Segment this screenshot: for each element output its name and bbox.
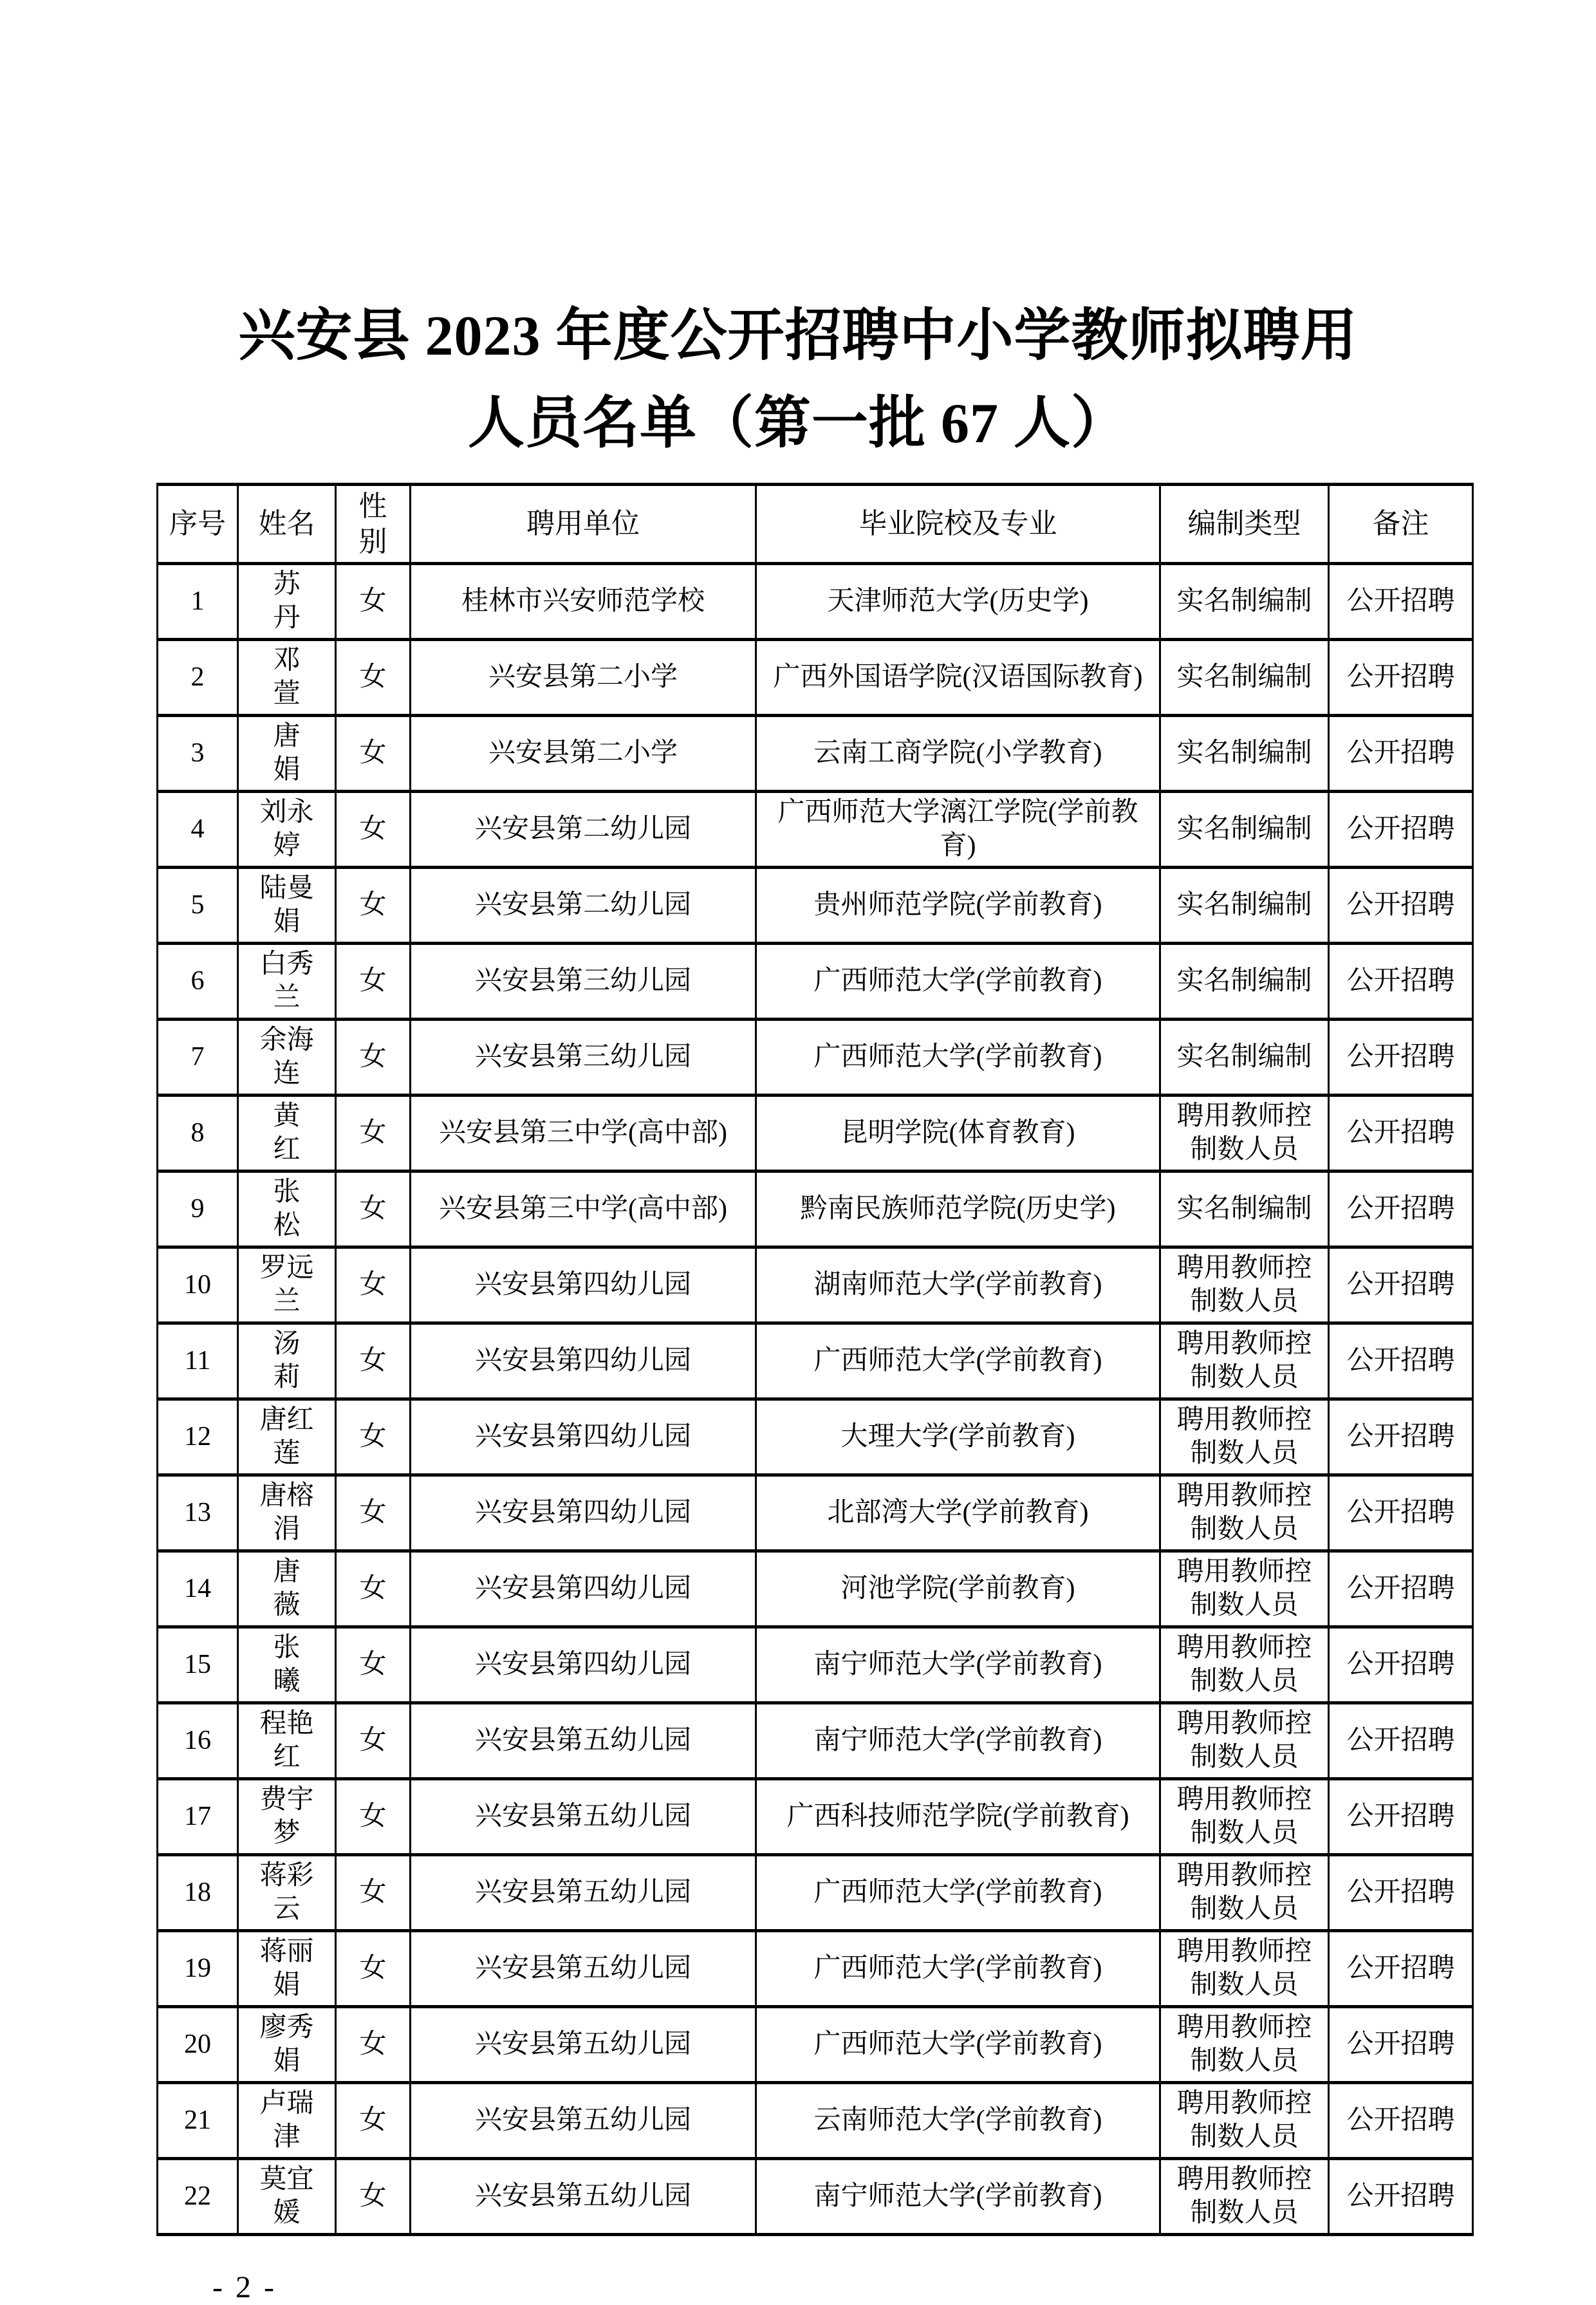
employer-cell: 兴安县第二幼儿园: [411, 791, 756, 867]
employer-cell: 兴安县第三幼儿园: [411, 943, 756, 1019]
college-major-cell: 湖南师范大学(学前教育): [756, 1247, 1160, 1323]
remarks-cell: 公开招聘: [1329, 2082, 1473, 2158]
table-row: [158, 2006, 1473, 2082]
seq-number-cell: 11: [158, 1323, 238, 1399]
remarks-cell: 公开招聘: [1329, 1247, 1473, 1323]
college-major-cell: 河池学院(学前教育): [756, 1551, 1160, 1627]
remarks-cell: 公开招聘: [1329, 1019, 1473, 1095]
name-cell: 汤 莉: [238, 1323, 336, 1399]
seq-number-cell: 14: [158, 1551, 238, 1627]
gender-cell: 女: [336, 1854, 411, 1930]
gender-cell: 女: [336, 791, 411, 867]
name-cell: 廖秀娟: [238, 2006, 336, 2082]
establishment-type-cell: 实名制编制: [1160, 1171, 1329, 1247]
college-major-cell: 大理大学(学前教育): [756, 1399, 1160, 1475]
column-header: 编制类型: [1160, 484, 1329, 563]
college-major-cell: 南宁师范大学(学前教育): [756, 1703, 1160, 1778]
establishment-type-cell: 聘用教师控制数人员: [1160, 1095, 1329, 1171]
remarks-cell: 公开招聘: [1329, 1627, 1473, 1703]
table-row: [158, 1095, 1473, 1171]
gender-cell: 女: [336, 1703, 411, 1778]
employer-cell: 兴安县第五幼儿园: [411, 2158, 756, 2234]
establishment-type-cell: 聘用教师控制数人员: [1160, 1854, 1329, 1930]
table-row: [158, 943, 1473, 1019]
name-cell: 邓 萱: [238, 639, 336, 715]
gender-cell: 女: [336, 715, 411, 791]
establishment-type-cell: 聘用教师控制数人员: [1160, 2006, 1329, 2082]
college-major-cell: 广西师范大学(学前教育): [756, 1019, 1160, 1095]
remarks-cell: 公开招聘: [1329, 791, 1473, 867]
remarks-cell: 公开招聘: [1329, 1323, 1473, 1399]
table-row: [158, 1019, 1473, 1095]
college-major-cell: 广西师范大学(学前教育): [756, 2006, 1160, 2082]
name-cell: 余海连: [238, 1019, 336, 1095]
seq-number-cell: 22: [158, 2158, 238, 2234]
gender-cell: 女: [336, 1778, 411, 1854]
page-number: - 2 -: [212, 2270, 277, 2304]
table-row: [158, 1703, 1473, 1778]
column-header: 毕业院校及专业: [756, 484, 1160, 563]
gender-cell: 女: [336, 1475, 411, 1551]
table-header-row: [158, 484, 1473, 563]
table-row: [158, 1627, 1473, 1703]
gender-cell: 女: [336, 1627, 411, 1703]
establishment-type-cell: 聘用教师控制数人员: [1160, 1323, 1329, 1399]
column-header: 序号: [158, 484, 238, 563]
column-header: 性别: [336, 484, 411, 563]
document-title-line2: 人员名单（第一批 67 人）: [467, 393, 1128, 456]
table-row: [158, 1854, 1473, 1930]
seq-number-cell: 3: [158, 715, 238, 791]
table-row: [158, 791, 1473, 867]
remarks-cell: 公开招聘: [1329, 1551, 1473, 1627]
name-cell: 卢瑞津: [238, 2082, 336, 2158]
employer-cell: 兴安县第四幼儿园: [411, 1399, 756, 1475]
gender-cell: 女: [336, 1247, 411, 1323]
table-row: [158, 1551, 1473, 1627]
seq-number-cell: 19: [158, 1930, 238, 2006]
name-cell: 唐 娟: [238, 715, 336, 791]
employer-cell: 兴安县第四幼儿园: [411, 1475, 756, 1551]
column-header: 聘用单位: [411, 484, 756, 563]
table-row: [158, 639, 1473, 715]
table-row: [158, 2158, 1473, 2234]
name-cell: 莫宜媛: [238, 2158, 336, 2234]
gender-cell: 女: [336, 1019, 411, 1095]
employer-cell: 兴安县第二小学: [411, 715, 756, 791]
seq-number-cell: 18: [158, 1854, 238, 1930]
seq-number-cell: 10: [158, 1247, 238, 1323]
remarks-cell: 公开招聘: [1329, 1171, 1473, 1247]
table-row: [158, 867, 1473, 943]
employer-cell: 兴安县第五幼儿园: [411, 1930, 756, 2006]
gender-cell: 女: [336, 1399, 411, 1475]
remarks-cell: 公开招聘: [1329, 1703, 1473, 1778]
name-cell: 唐 薇: [238, 1551, 336, 1627]
seq-number-cell: 5: [158, 867, 238, 943]
college-major-cell: 广西师范大学(学前教育): [756, 943, 1160, 1019]
establishment-type-cell: 聘用教师控制数人员: [1160, 1247, 1329, 1323]
remarks-cell: 公开招聘: [1329, 1475, 1473, 1551]
gender-cell: 女: [336, 943, 411, 1019]
seq-number-cell: 8: [158, 1095, 238, 1171]
college-major-cell: 南宁师范大学(学前教育): [756, 2158, 1160, 2234]
remarks-cell: 公开招聘: [1329, 2006, 1473, 2082]
employer-cell: 兴安县第四幼儿园: [411, 1627, 756, 1703]
name-cell: 白秀兰: [238, 943, 336, 1019]
establishment-type-cell: 实名制编制: [1160, 563, 1329, 639]
establishment-type-cell: 聘用教师控制数人员: [1160, 1778, 1329, 1854]
college-major-cell: 广西师范大学(学前教育): [756, 1323, 1160, 1399]
employer-cell: 兴安县第五幼儿园: [411, 1703, 756, 1778]
seq-number-cell: 20: [158, 2006, 238, 2082]
table-row: [158, 1171, 1473, 1247]
establishment-type-cell: 实名制编制: [1160, 943, 1329, 1019]
seq-number-cell: 15: [158, 1627, 238, 1703]
college-major-cell: 广西外国语学院(汉语国际教育): [756, 639, 1160, 715]
seq-number-cell: 21: [158, 2082, 238, 2158]
college-major-cell: 广西师范大学(学前教育): [756, 1930, 1160, 2006]
employer-cell: 兴安县第二幼儿园: [411, 867, 756, 943]
employer-cell: 兴安县第三中学(高中部): [411, 1171, 756, 1247]
college-major-cell: 云南师范大学(学前教育): [756, 2082, 1160, 2158]
gender-cell: 女: [336, 2006, 411, 2082]
employer-cell: 兴安县第三幼儿园: [411, 1019, 756, 1095]
establishment-type-cell: 聘用教师控制数人员: [1160, 1627, 1329, 1703]
gender-cell: 女: [336, 2158, 411, 2234]
gender-cell: 女: [336, 563, 411, 639]
table-body: [158, 563, 1473, 2234]
establishment-type-cell: 聘用教师控制数人员: [1160, 1551, 1329, 1627]
table-row: [158, 715, 1473, 791]
name-cell: 唐红莲: [238, 1399, 336, 1475]
establishment-type-cell: 聘用教师控制数人员: [1160, 2158, 1329, 2234]
name-cell: 张 曦: [238, 1627, 336, 1703]
name-cell: 蒋彩云: [238, 1854, 336, 1930]
college-major-cell: 昆明学院(体育教育): [756, 1095, 1160, 1171]
seq-number-cell: 17: [158, 1778, 238, 1854]
name-cell: 费宇梦: [238, 1778, 336, 1854]
remarks-cell: 公开招聘: [1329, 2158, 1473, 2234]
table-row: [158, 2082, 1473, 2158]
name-cell: 唐榕涓: [238, 1475, 336, 1551]
remarks-cell: 公开招聘: [1329, 563, 1473, 639]
employer-cell: 兴安县第五幼儿园: [411, 1854, 756, 1930]
remarks-cell: 公开招聘: [1329, 1399, 1473, 1475]
seq-number-cell: 16: [158, 1703, 238, 1778]
seq-number-cell: 13: [158, 1475, 238, 1551]
column-header: 备注: [1329, 484, 1473, 563]
college-major-cell: 广西师范大学(学前教育): [756, 1854, 1160, 1930]
gender-cell: 女: [336, 1171, 411, 1247]
gender-cell: 女: [336, 1095, 411, 1171]
name-cell: 黄 红: [238, 1095, 336, 1171]
college-major-cell: 黔南民族师范学院(历史学): [756, 1171, 1160, 1247]
college-major-cell: 广西科技师范学院(学前教育): [756, 1778, 1160, 1854]
remarks-cell: 公开招聘: [1329, 943, 1473, 1019]
employer-cell: 桂林市兴安师范学校: [411, 563, 756, 639]
gender-cell: 女: [336, 639, 411, 715]
document-title: [0, 0, 1596, 469]
establishment-type-cell: 聘用教师控制数人员: [1160, 1930, 1329, 2006]
establishment-type-cell: 实名制编制: [1160, 1019, 1329, 1095]
employer-cell: 兴安县第四幼儿园: [411, 1247, 756, 1323]
column-header: 姓名: [238, 484, 336, 563]
remarks-cell: 公开招聘: [1329, 867, 1473, 943]
gender-cell: 女: [336, 1323, 411, 1399]
seq-number-cell: 1: [158, 563, 238, 639]
table-row: [158, 1399, 1473, 1475]
employer-cell: 兴安县第四幼儿园: [411, 1551, 756, 1627]
name-cell: 刘永婷: [238, 791, 336, 867]
establishment-type-cell: 聘用教师控制数人员: [1160, 1399, 1329, 1475]
gender-cell: 女: [336, 2082, 411, 2158]
establishment-type-cell: 实名制编制: [1160, 715, 1329, 791]
name-cell: 张 松: [238, 1171, 336, 1247]
college-major-cell: 南宁师范大学(学前教育): [756, 1627, 1160, 1703]
name-cell: 陆曼娟: [238, 867, 336, 943]
employer-cell: 兴安县第五幼儿园: [411, 1778, 756, 1854]
seq-number-cell: 4: [158, 791, 238, 867]
name-cell: 苏 丹: [238, 563, 336, 639]
table-row: [158, 1247, 1473, 1323]
seq-number-cell: 9: [158, 1171, 238, 1247]
table-row: [158, 1930, 1473, 2006]
establishment-type-cell: 聘用教师控制数人员: [1160, 2082, 1329, 2158]
employer-cell: 兴安县第五幼儿园: [411, 2082, 756, 2158]
table-row: [158, 563, 1473, 639]
table-row: [158, 1475, 1473, 1551]
employer-cell: 兴安县第三中学(高中部): [411, 1095, 756, 1171]
name-cell: 罗远兰: [238, 1247, 336, 1323]
college-major-cell: 天津师范大学(历史学): [756, 563, 1160, 639]
seq-number-cell: 7: [158, 1019, 238, 1095]
establishment-type-cell: 聘用教师控制数人员: [1160, 1703, 1329, 1778]
establishment-type-cell: 聘用教师控制数人员: [1160, 1475, 1329, 1551]
seq-number-cell: 2: [158, 639, 238, 715]
name-cell: 程艳红: [238, 1703, 336, 1778]
employer-cell: 兴安县第四幼儿园: [411, 1323, 756, 1399]
college-major-cell: 广西师范大学漓江学院(学前教育): [756, 791, 1160, 867]
name-cell: 蒋丽娟: [238, 1930, 336, 2006]
employer-cell: 兴安县第五幼儿园: [411, 2006, 756, 2082]
hired-personnel-table: [156, 483, 1474, 2236]
establishment-type-cell: 实名制编制: [1160, 867, 1329, 943]
employer-cell: 兴安县第二小学: [411, 639, 756, 715]
table-row: [158, 1323, 1473, 1399]
seq-number-cell: 6: [158, 943, 238, 1019]
remarks-cell: 公开招聘: [1329, 715, 1473, 791]
document-title-line1: 兴安县 2023 年度公开招聘中小学教师拟聘用: [238, 305, 1358, 368]
establishment-type-cell: 实名制编制: [1160, 791, 1329, 867]
gender-cell: 女: [336, 867, 411, 943]
remarks-cell: 公开招聘: [1329, 1854, 1473, 1930]
table-row: [158, 1778, 1473, 1854]
seq-number-cell: 12: [158, 1399, 238, 1475]
gender-cell: 女: [336, 1551, 411, 1627]
college-major-cell: 云南工商学院(小学教育): [756, 715, 1160, 791]
college-major-cell: 北部湾大学(学前教育): [756, 1475, 1160, 1551]
gender-cell: 女: [336, 1930, 411, 2006]
establishment-type-cell: 实名制编制: [1160, 639, 1329, 715]
college-major-cell: 贵州师范学院(学前教育): [756, 867, 1160, 943]
remarks-cell: 公开招聘: [1329, 639, 1473, 715]
table-header: [158, 484, 1473, 563]
remarks-cell: 公开招聘: [1329, 1930, 1473, 2006]
remarks-cell: 公开招聘: [1329, 1778, 1473, 1854]
remarks-cell: 公开招聘: [1329, 1095, 1473, 1171]
